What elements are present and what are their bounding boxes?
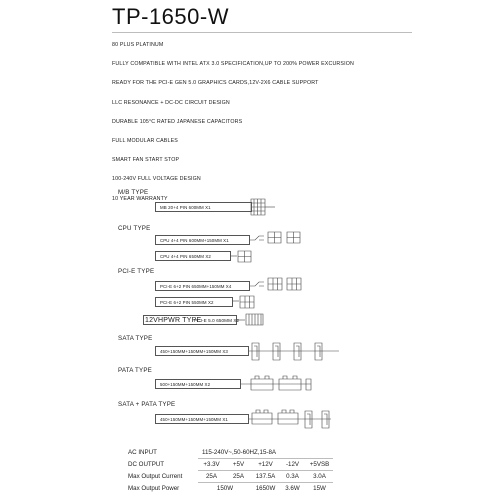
feature-item: 80 PLUS PLATINUM (112, 42, 164, 48)
ac-input-label: AC INPUT (128, 449, 157, 457)
cpu-connector-icon (287, 232, 300, 243)
cpu-spec-1: CPU 4+4 PIN 600MM+150MM X1 (160, 237, 229, 243)
dc-output-value: +12V (252, 459, 279, 471)
feature-item: FULL MODULAR CABLES (112, 137, 178, 144)
pcie-spec-2: PCI-E 6+2 PIN 550MM X2 (160, 299, 214, 305)
sata-pata-spec: 450+150MM+150MM+150MM X1 (160, 416, 228, 422)
pata-connector-icon (251, 376, 273, 390)
pcie-connector-icon (268, 278, 282, 290)
cpu-type-label: CPU TYPE (118, 225, 151, 232)
max-power-row (128, 483, 333, 495)
sata-connector-icon (315, 343, 322, 360)
sata-connector-icon (294, 343, 301, 360)
ac-input-row (128, 447, 333, 459)
feature-item: 100-240V FULL VOLTAGE DESIGN (112, 176, 201, 183)
max-current-value: 137.5A (252, 471, 279, 483)
max-power-value: 15W (306, 483, 333, 495)
pcie-connector-icon (240, 296, 254, 308)
sata-connector-icon (305, 411, 312, 428)
feature-item: READY FOR THE PCI-E GEN 5.0 GRAPHICS CARDS,12V-2X6 CABLE SUPPORT (112, 80, 319, 87)
pata-connector-icon (278, 410, 298, 424)
cpu-connector-icon (238, 251, 251, 262)
max-current-value: 3.0A (306, 471, 333, 483)
sata-connector-icon (273, 343, 280, 360)
sata-pata-type-label: SATA + PATA TYPE (118, 401, 176, 408)
max-current-value: 25A (225, 471, 252, 483)
sata-spec: 450+150MM+150MM+150MM X3 (160, 348, 228, 354)
pcie-type-label: PCI-E TYPE (118, 268, 155, 275)
max-current-row (128, 471, 333, 483)
max-power-label: Max Output Power (128, 484, 180, 492)
hpwr-connector-icon (246, 314, 263, 325)
pata-connector-icon (252, 410, 272, 424)
feature-list (112, 36, 354, 209)
sata-type-label: SATA TYPE (118, 335, 153, 342)
dc-output-value: +5VSB (306, 459, 333, 471)
mb-spec: MB 20+4 PIN 600MM X1 (160, 204, 211, 210)
cpu-connector-icon (268, 232, 281, 243)
pcie-spec-1: PCI-E 6+2 PIN 650MM+150MM X4 (160, 283, 232, 289)
cpu-spec-2: CPU 4+4 PIN 650MM X2 (160, 253, 211, 259)
pata-spec: 500+150MM+150MM X2 (160, 381, 211, 387)
hpwr-type-label: 12VHPWR TYPE (145, 317, 202, 324)
product-title: TP-1650-W (112, 4, 229, 29)
dc-output-value: +5V (225, 459, 252, 471)
ac-input-value: 115-240V~,50-60HZ,15-8A (202, 449, 277, 456)
pata-connector-icon (306, 379, 311, 390)
pata-connector-icon (279, 376, 301, 390)
dc-output-label: DC OUTPUT (128, 461, 165, 468)
pata-type-label: PATA TYPE (118, 367, 153, 374)
sata-connector-icon (252, 343, 259, 360)
feature-item: 10 YEAR WARRANTY (112, 195, 168, 202)
max-power-value: 150W (198, 483, 252, 495)
dc-output-row (128, 459, 333, 471)
max-current-value: 25A (198, 471, 225, 483)
power-spec-table (128, 447, 333, 494)
max-power-value: 1650W (252, 483, 279, 495)
max-current-value: 0.3A (279, 471, 306, 483)
hpwr-spec: PCI-E 5.0 650MM X2 (194, 318, 240, 323)
max-current-label: Max Output Current (128, 473, 183, 480)
feature-item: FULLY COMPATIBLE WITH INTEL ATX 3.0 SPECIFICATION,UP TO 200% POWER EXCURSION (112, 61, 354, 68)
feature-item: DURABLE 105°C RATED JAPANESE CAPACITORS (112, 118, 243, 125)
feature-item: LLC RESONANCE + DC-DC CIRCUIT DESIGN (112, 99, 230, 106)
dc-output-value: -12V (279, 459, 306, 471)
max-power-value: 3.6W (279, 483, 306, 495)
pcie-connector-icon (287, 278, 301, 290)
feature-item: SMART FAN START STOP (112, 157, 180, 164)
sata-connector-icon (322, 411, 329, 428)
mb-type-label: M/B TYPE (118, 189, 149, 196)
title-divider (112, 32, 412, 33)
dc-output-value: +3.3V (198, 459, 225, 471)
